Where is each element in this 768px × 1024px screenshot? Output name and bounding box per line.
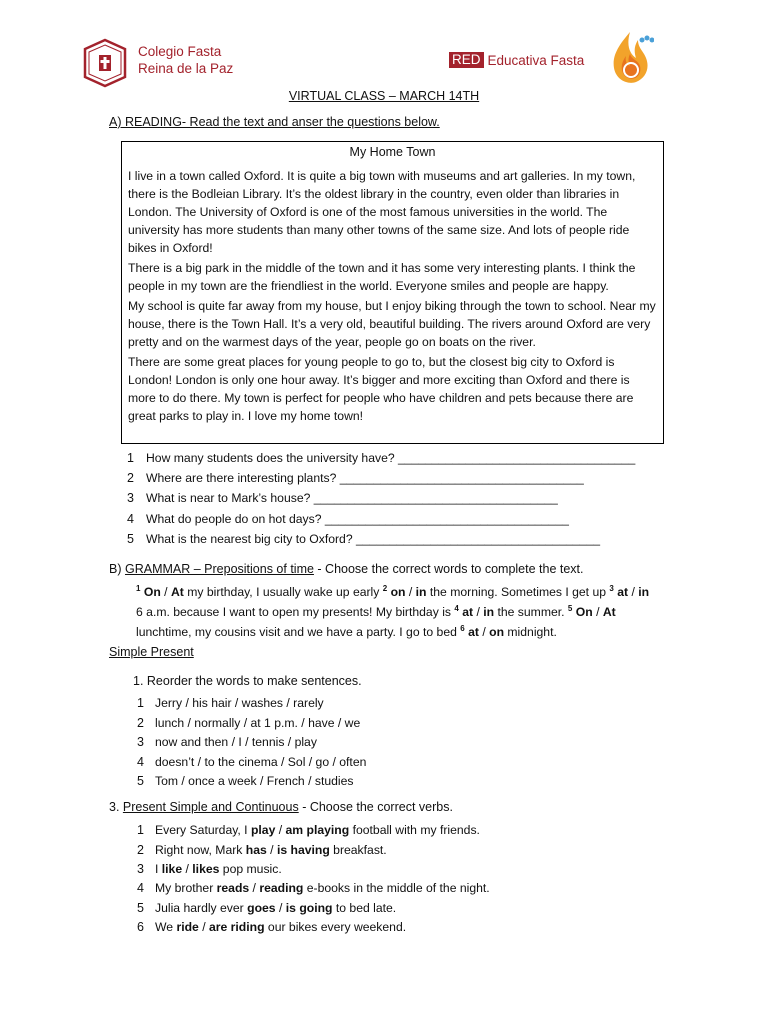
verb-option: am playing <box>285 823 350 837</box>
sentence-start: Julia hardly ever <box>155 901 248 915</box>
verb-option: play <box>250 823 276 837</box>
verb-choice-item <box>137 843 387 857</box>
grammar-exercise-text <box>136 582 656 642</box>
gap-number: 5 <box>567 603 573 613</box>
question-text: What is the nearest big city to Oxford? ____________________________________ <box>146 532 601 546</box>
item-number: 5 <box>137 901 144 915</box>
reading-text-box <box>121 141 664 444</box>
choice-separator: / <box>628 585 639 599</box>
grammar-text: my birthday, I usually wake up early <box>183 585 383 599</box>
school-name-line1: Colegio Fasta <box>138 44 222 59</box>
question-number: 2 <box>127 471 134 485</box>
gap-number: 3 <box>609 583 614 593</box>
sentence-start: My brother <box>155 881 217 895</box>
network-logo <box>449 52 584 68</box>
choice-option: in <box>638 585 650 599</box>
reading-heading: A) READING- Read the text and anser the questions below. <box>109 115 440 129</box>
sentence-end: to bed late. <box>332 901 397 915</box>
item-number: 3 <box>137 862 144 876</box>
sentence-end: e-books in the middle of the night. <box>303 881 490 895</box>
choice-separator: / <box>275 823 286 837</box>
flame-logo <box>608 30 654 86</box>
verb-choice-item <box>137 881 490 895</box>
verb-option: ride <box>176 920 199 934</box>
choice-option: at <box>468 625 479 639</box>
network-name: Educativa Fasta <box>487 52 585 68</box>
verb-option: are riding <box>208 920 265 934</box>
choice-separator: / <box>266 843 277 857</box>
choice-separator: / <box>592 605 603 619</box>
choice-option: At <box>170 585 184 599</box>
choice-option: on <box>390 585 406 599</box>
question-row <box>127 512 569 526</box>
verb-option: is having <box>276 843 330 857</box>
continuous-prefix: 3. <box>109 800 123 814</box>
question-row <box>127 451 635 465</box>
choice-option: in <box>483 605 495 619</box>
verb-option: reading <box>259 881 304 895</box>
item-text: now and then / I / tennis / play <box>155 735 317 749</box>
grammar-prefix: B) <box>109 562 125 576</box>
choice-separator: / <box>473 605 484 619</box>
choice-separator: / <box>182 862 193 876</box>
choice-separator: / <box>198 920 209 934</box>
choice-separator: / <box>249 881 260 895</box>
continuous-title: Present Simple and Continuous <box>122 800 299 814</box>
question-row <box>127 471 584 485</box>
item-number: 2 <box>137 843 144 857</box>
page-title: VIRTUAL CLASS – MARCH 14TH <box>288 89 480 103</box>
reorder-instruction: 1. Reorder the words to make sentences. <box>133 674 362 688</box>
school-crest-logo <box>80 38 130 88</box>
network-badge: RED <box>449 52 484 68</box>
verb-choice-item <box>137 862 282 876</box>
continuous-heading <box>109 800 453 814</box>
choice-separator: / <box>275 901 286 915</box>
choice-separator: / <box>160 585 171 599</box>
reorder-item <box>137 774 353 788</box>
sentence-start: Right now, Mark <box>155 843 246 857</box>
question-number: 3 <box>127 491 134 505</box>
sentence-start: Every Saturday, I <box>155 823 251 837</box>
verb-option: is going <box>285 901 333 915</box>
reading-paragraph: There are some great places for young people to go to, but the closest big city to Oxford is London! London is only one hour away. It’s bigger and more exciting than Oxford and there is more to do there. My town is perfect for people who have children and pets because there are great parks to play in. I love my home town! <box>128 355 634 423</box>
grammar-text: midnight. <box>504 625 557 639</box>
item-number: 4 <box>137 755 144 769</box>
question-text: What do people do on hot days? ____________________________________ <box>146 512 569 526</box>
verb-option: has <box>245 843 267 857</box>
gap-number: 4 <box>454 603 459 613</box>
item-text: Jerry / his hair / washes / rarely <box>155 696 324 710</box>
question-row <box>127 491 558 505</box>
choice-separator: / <box>478 625 490 639</box>
verb-choice-item <box>137 823 480 837</box>
grammar-title: GRAMMAR – Prepositions of time <box>124 562 314 576</box>
gap-number: 2 <box>382 583 388 593</box>
reorder-item <box>137 755 366 769</box>
reading-paragraphs <box>128 167 657 427</box>
choice-option: in <box>415 585 427 599</box>
reading-paragraph: My school is quite far away from my house, but I enjoy biking through the town to school. Near my house, there is the Town Hall. It’s a very old, beautiful building. The rivers around Oxford are very pretty and on the warmest days of the year, people go on boats on the river. <box>128 299 656 349</box>
verb-choice-item <box>137 920 406 934</box>
grammar-heading <box>109 562 584 576</box>
reorder-item <box>137 735 317 749</box>
school-name-line2: Reina de la Paz <box>138 61 234 76</box>
sentence-end: football with my friends. <box>349 823 480 837</box>
item-number: 5 <box>137 774 144 788</box>
sentence-start: I <box>155 862 162 876</box>
choice-option: on <box>489 625 505 639</box>
question-text: Where are there interesting plants? ____________________________________ <box>146 471 584 485</box>
item-text: doesn’t / to the cinema / Sol / go / often <box>155 755 367 769</box>
reading-paragraph: I live in a town called Oxford. It is quite a big town with museums and art galleries. In my town, there is the Bodleian Library. It’s the oldest library in the country, even older than libraries in London. The University of Oxford is one of the most famous universities in the world. The university has more students than many other towns of the same size. And lots of people ride bikes in Oxford! <box>128 169 636 255</box>
verb-choice-item <box>137 901 396 915</box>
choice-option: at <box>617 585 629 599</box>
question-text: What is near to Mark’s house? ____________________________________ <box>146 491 558 505</box>
reorder-item <box>137 716 360 730</box>
grammar-instruction: - Choose the correct words to complete the text. <box>313 562 584 576</box>
verb-option: goes <box>247 901 276 915</box>
verb-option: likes <box>192 862 220 876</box>
grammar-text: lunchtime, my cousins visit and we have a party. I go to bed <box>136 625 461 639</box>
reorder-item <box>137 696 324 710</box>
reading-title: My Home Town <box>349 145 436 159</box>
gap-number: 1 <box>136 583 141 593</box>
gap-number: 6 <box>460 623 465 633</box>
reading-paragraph: There is a big park in the middle of the town and it has some very interesting plants. I think the people in my town are the friendliest in the world. Everyone smiles and people are happy. <box>128 261 636 293</box>
item-number: 1 <box>137 696 144 710</box>
item-number: 3 <box>137 735 144 749</box>
item-text: Tom / once a week / French / studies <box>155 774 354 788</box>
verb-option: reads <box>216 881 250 895</box>
grammar-text: 6 a.m. because I want to open my presents! My birthday is <box>136 605 455 619</box>
sentence-end: our bikes every weekend. <box>264 920 407 934</box>
sentence-end: breakfast. <box>329 843 387 857</box>
choice-option: On <box>575 605 593 619</box>
choice-separator: / <box>405 585 416 599</box>
question-number: 5 <box>127 532 134 546</box>
simple-present-heading: Simple Present <box>109 645 194 659</box>
item-text: lunch / normally / at 1 p.m. / have / we <box>155 716 361 730</box>
question-text: How many students does the university have? ___________________________________ <box>146 451 636 465</box>
item-number: 2 <box>137 716 144 730</box>
item-number: 4 <box>137 881 144 895</box>
item-number: 1 <box>137 823 144 837</box>
school-name <box>138 43 233 77</box>
choice-option: at <box>462 605 474 619</box>
choice-option: On <box>143 585 161 599</box>
choice-option: At <box>602 605 616 619</box>
verb-option: like <box>161 862 183 876</box>
item-number: 6 <box>137 920 144 934</box>
sentence-start: We <box>155 920 177 934</box>
question-row <box>127 532 600 546</box>
grammar-text: the summer. <box>494 605 568 619</box>
question-number: 4 <box>127 512 134 526</box>
continuous-instruction: - Choose the correct verbs. <box>298 800 453 814</box>
sentence-end: pop music. <box>219 862 282 876</box>
question-number: 1 <box>127 451 134 465</box>
grammar-text: the morning. Sometimes I get up <box>426 585 610 599</box>
